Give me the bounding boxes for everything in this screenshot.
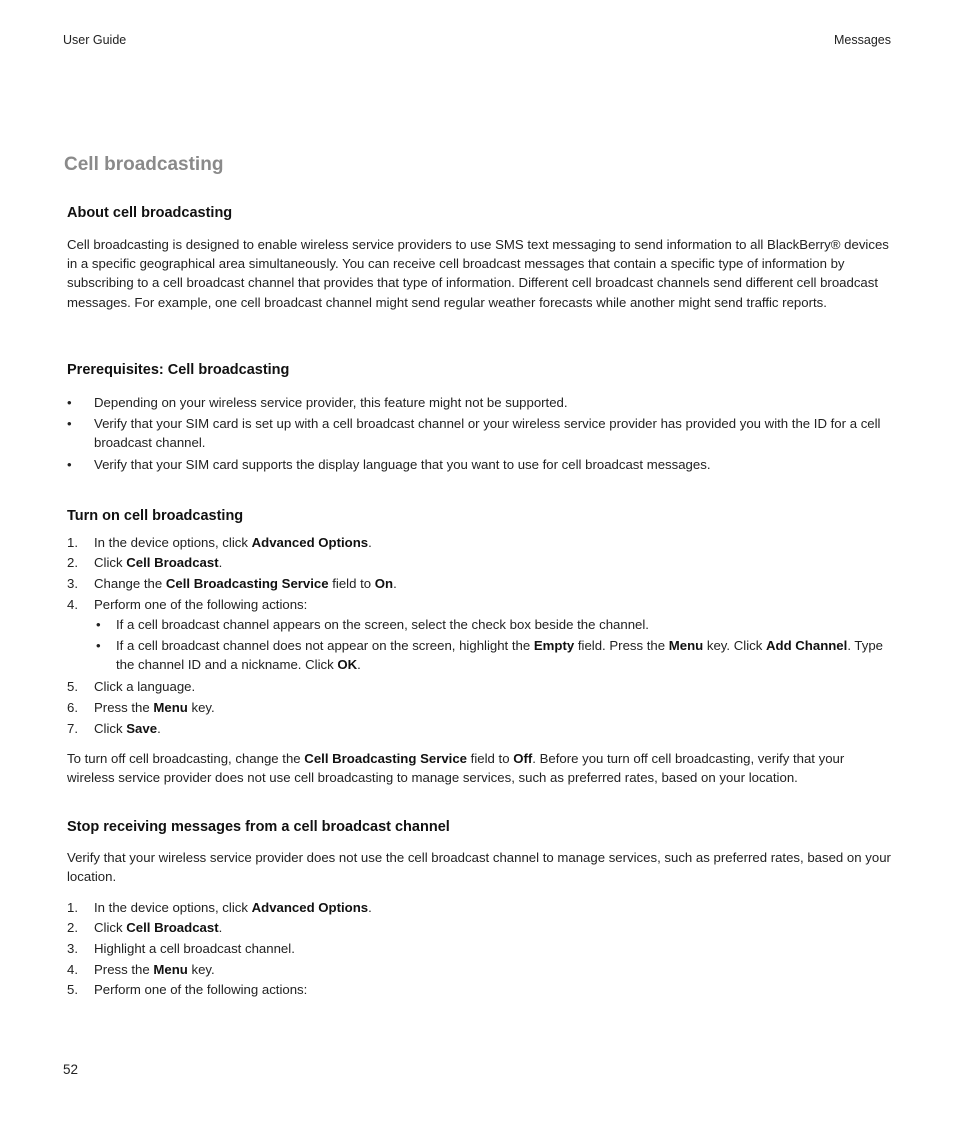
step-number: 3.	[67, 576, 78, 591]
step-number: 4.	[67, 962, 78, 977]
sub-item-text: If a cell broadcast channel appears on the screen, select the check box beside the channel.	[116, 617, 649, 632]
prereq-heading: Prerequisites: Cell broadcasting	[67, 362, 290, 378]
turn-off-note: To turn off cell broadcasting, change the Cell Broadcasting Service field to Off. Before you turn off cell broadcasting, verify that your wireless service provider does not use cell broadcasting to manage services, such as preferred rates, based on your location.	[67, 751, 845, 786]
sub-list-item	[94, 636, 895, 676]
bullet: •	[96, 638, 101, 653]
step-number: 6.	[67, 700, 78, 715]
ui-term: Off	[513, 751, 533, 766]
turn-on-heading: Turn on cell broadcasting	[67, 508, 244, 524]
step-number: 4.	[67, 597, 78, 612]
ui-term: Menu	[153, 700, 188, 715]
ui-term: Cell Broadcast	[126, 920, 219, 935]
step-number: 3.	[67, 941, 78, 956]
step-text: Click Save.	[94, 721, 161, 736]
step-text: Highlight a cell broadcast channel.	[94, 941, 295, 956]
about-heading: About cell broadcasting	[67, 205, 233, 221]
bullet: •	[96, 617, 101, 632]
step-item	[67, 677, 895, 697]
step-text: Click Cell Broadcast.	[94, 920, 223, 935]
step-number: 5.	[67, 982, 78, 997]
step-text: In the device options, click Advanced Options.	[94, 900, 372, 915]
page-number: 52	[63, 1062, 79, 1077]
ui-term: Cell Broadcasting Service	[165, 576, 329, 591]
stop-intro: Verify that your wireless service provider does not use the cell broadcast channel to manage services, such as preferred rates, based on your location.	[67, 850, 891, 885]
step-number: 1.	[67, 535, 78, 550]
step-item	[67, 939, 895, 959]
ui-term: Empty	[533, 638, 575, 653]
bullet: •	[67, 457, 72, 472]
step-text: Press the Menu key.	[94, 962, 215, 977]
list-item-text: Verify that your SIM card is set up with a cell broadcast channel or your wireless service provider has provided you with the ID for a cell broadcast channel.	[94, 416, 881, 451]
step-item	[67, 960, 895, 980]
sub-list-item	[94, 615, 895, 635]
step-text: Click Cell Broadcast.	[94, 555, 223, 570]
ui-term: Advanced Options	[251, 535, 369, 550]
step-text: Perform one of the following actions:	[94, 597, 308, 612]
list-item	[67, 393, 895, 413]
step-number: 2.	[67, 920, 78, 935]
step-text: Change the Cell Broadcasting Service field to On.	[94, 576, 397, 591]
step-item	[67, 698, 895, 718]
list-item	[67, 414, 895, 454]
step-item	[67, 533, 895, 553]
step-item	[67, 918, 895, 938]
header-chapter-title: Messages	[834, 33, 891, 47]
bullet: •	[67, 395, 72, 410]
bullet: •	[67, 416, 72, 431]
step-item	[67, 980, 895, 1000]
step-item	[67, 574, 895, 594]
step-item	[67, 719, 895, 739]
ui-term: Menu	[668, 638, 704, 653]
ui-term: Advanced Options	[251, 900, 369, 915]
ui-term: OK	[337, 657, 358, 673]
step-item	[67, 553, 895, 573]
step-text: Press the Menu key.	[94, 700, 215, 715]
step-text: In the device options, click Advanced Options.	[94, 535, 372, 550]
ui-term: Cell Broadcast	[126, 555, 219, 570]
header-guide-title: User Guide	[63, 33, 127, 47]
step-text: Perform one of the following actions:	[94, 982, 308, 997]
step-text: Click a language.	[94, 679, 196, 694]
ui-term: On	[374, 576, 394, 591]
section-title: Cell broadcasting	[64, 154, 224, 175]
list-item-text: Depending on your wireless service provider, this feature might not be supported.	[94, 395, 568, 410]
step-number: 5.	[67, 679, 78, 694]
step-number: 7.	[67, 721, 78, 736]
about-paragraph: Cell broadcasting is designed to enable wireless service providers to use SMS text messaging to send information to all BlackBerry® devices in a specific geographical area simultaneously. You can receive cell broadcast messages that contain a specific type of information by subscribing to a cell broadcast channel that provides that type of information. Different cell broadcast channels send different cell broadcast messages. For example, one cell broadcast channel might send regular weather forecasts while another might send traffic reports.	[67, 237, 889, 310]
ui-term: Save	[126, 721, 158, 736]
ui-term: Add Channel	[765, 638, 848, 653]
list-item-text: Verify that your SIM card supports the display language that you want to use for cell broadcast messages.	[94, 457, 711, 472]
ui-term: Menu	[153, 962, 188, 977]
list-item	[67, 455, 895, 475]
step-number: 2.	[67, 555, 78, 570]
sub-item-text: If a cell broadcast channel does not appear on the screen, highlight the Empty field. Press the Menu key. Click Add Channel. Type the channel ID and a nickname. Click OK.	[116, 638, 883, 673]
step-number: 1.	[67, 900, 78, 915]
step-item	[67, 898, 895, 918]
ui-term: Cell Broadcasting Service	[304, 751, 468, 766]
stop-heading: Stop receiving messages from a cell broadcast channel	[67, 819, 450, 835]
step-item	[67, 595, 895, 615]
